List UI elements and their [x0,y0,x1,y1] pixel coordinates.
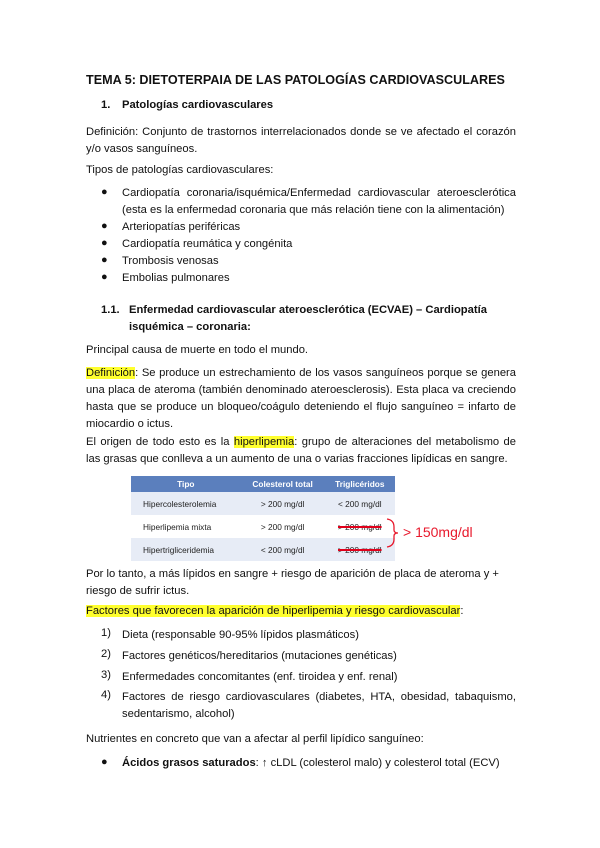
nutrients-intro: Nutrientes en concreto que van a afectar al perfil lipídico sanguíneo: [86,733,424,745]
bullet-icon: ● [101,186,108,198]
section-1-1-number: 1.1. [101,304,120,316]
factors-heading-colon: : [460,605,464,617]
table-header: Tipo [131,476,241,492]
struck-value: > 200 mg/dl [338,544,382,555]
list-item: Factores genéticos/hereditarios (mutaciones genéticas) [122,650,397,662]
lipid-table [131,476,395,561]
table-cell: > 200 mg/dl [260,521,305,532]
list-item: Arteriopatías periféricas [122,221,241,233]
table-cell: < 200 mg/dl [325,492,395,515]
bullet-icon: ● [101,271,108,283]
list-item: Enfermedades concomitantes (enf. tiroidea y enf. renal) [122,671,398,683]
nutrient-text: : ↑ cLDL (colesterol malo) y colesterol total (ECV) [255,757,500,769]
table-cell: < 200 mg/dl [241,538,325,561]
nutrient-item [122,755,500,772]
list-number: 3) [101,669,111,681]
table-cell: > 200 mg/dl [241,492,325,515]
conclusion-paragraph: Por lo tanto, a más lípidos en sangre + riesgo de aparición de placa de ateroma y + riesgo de sufrir ictus. [86,568,499,597]
factors-heading-text: Factores que favorecen la aparición de hiperlipemia y riesgo cardiovascular [86,605,461,617]
table-header-row [131,476,395,492]
page-title: TEMA 5: DIETOTERPAIA DE LAS PATOLOGÍAS CARDIOVASCULARES [86,73,505,87]
list-item: Embolias pulmonares [122,272,230,284]
list-number: 4) [101,689,111,701]
table-cell: Hiperlipemia mixta [143,521,212,532]
section-1-heading: Patologías cardiovasculares [122,99,274,111]
bullet-icon: ● [101,220,108,232]
list-number: 1) [101,627,111,639]
origin-post: : grupo de alteraciones del metabolismo de las grasas que conlleva a un aumento de una o varias fracciones lipídicas en sangre. [86,436,516,465]
table-cell: Hipertrigliceridemia [131,538,241,561]
types-intro: Tipos de patologías cardiovasculares: [86,164,274,176]
table-row [131,515,395,538]
main-cause: Principal causa de muerte en todo el mundo. [86,344,309,356]
origin-highlight: hiperlipemia [233,436,295,448]
table-cell: Hipercolesterolemia [131,492,241,515]
annotation-text: > 150mg/dl [403,524,473,540]
section-1-number: 1. [101,99,111,111]
definition-text: : Se produce un estrechamiento de los vasos sanguíneos porque se genera una placa de ateroma (también denominado ateroesclerosis). Esta placa va creciendo hasta que se produce un bloqueo/coágulo deteniendo el flujo sanguíneo = infarto de miocardio o ictus. [86,367,516,430]
origin-pre: El origen de todo esto es la [86,436,234,448]
bullet-icon: ● [101,254,108,266]
struck-value: > 200 mg/dl [338,521,382,532]
table-header: Triglicéridos [325,476,395,492]
annotation-bracket [385,517,399,549]
table-row [131,492,395,515]
table-header: Colesterol total [241,476,325,492]
list-item: Dieta (responsable 90-95% lípidos plasmáticos) [122,629,359,641]
list-number: 2) [101,648,111,660]
ecvae-definition [86,365,516,433]
list-item: Cardiopatía coronaria/isquémica/Enfermedad cardiovascular ateroesclerótica (esta es la enfermedad coronaria que más relación tiene con la alimentación) [122,187,516,216]
factors-heading [86,603,463,620]
list-item: Factores de riesgo cardiovasculares (diabetes, HTA, obesidad, tabaquismo, sedentarismo, alcohol) [122,691,516,720]
list-item: Cardiopatía reumática y congénita [122,238,293,250]
bullet-icon: ● [101,756,108,768]
definition-label: Definición [86,367,136,379]
bullet-icon: ● [101,237,108,249]
nutrient-label: Ácidos grasos saturados [122,757,256,769]
table-row [131,538,395,561]
definition-paragraph: Definición: Conjunto de trastornos interrelacionados donde se ve afectado el corazón y/o vasos sanguíneos. [86,126,516,155]
list-item: Trombosis venosas [122,255,219,267]
origin-paragraph [86,434,516,468]
section-1-1-heading: Enfermedad cardiovascular ateroesclerótica (ECVAE) – Cardiopatía isquémica – coronaria: [129,304,487,333]
